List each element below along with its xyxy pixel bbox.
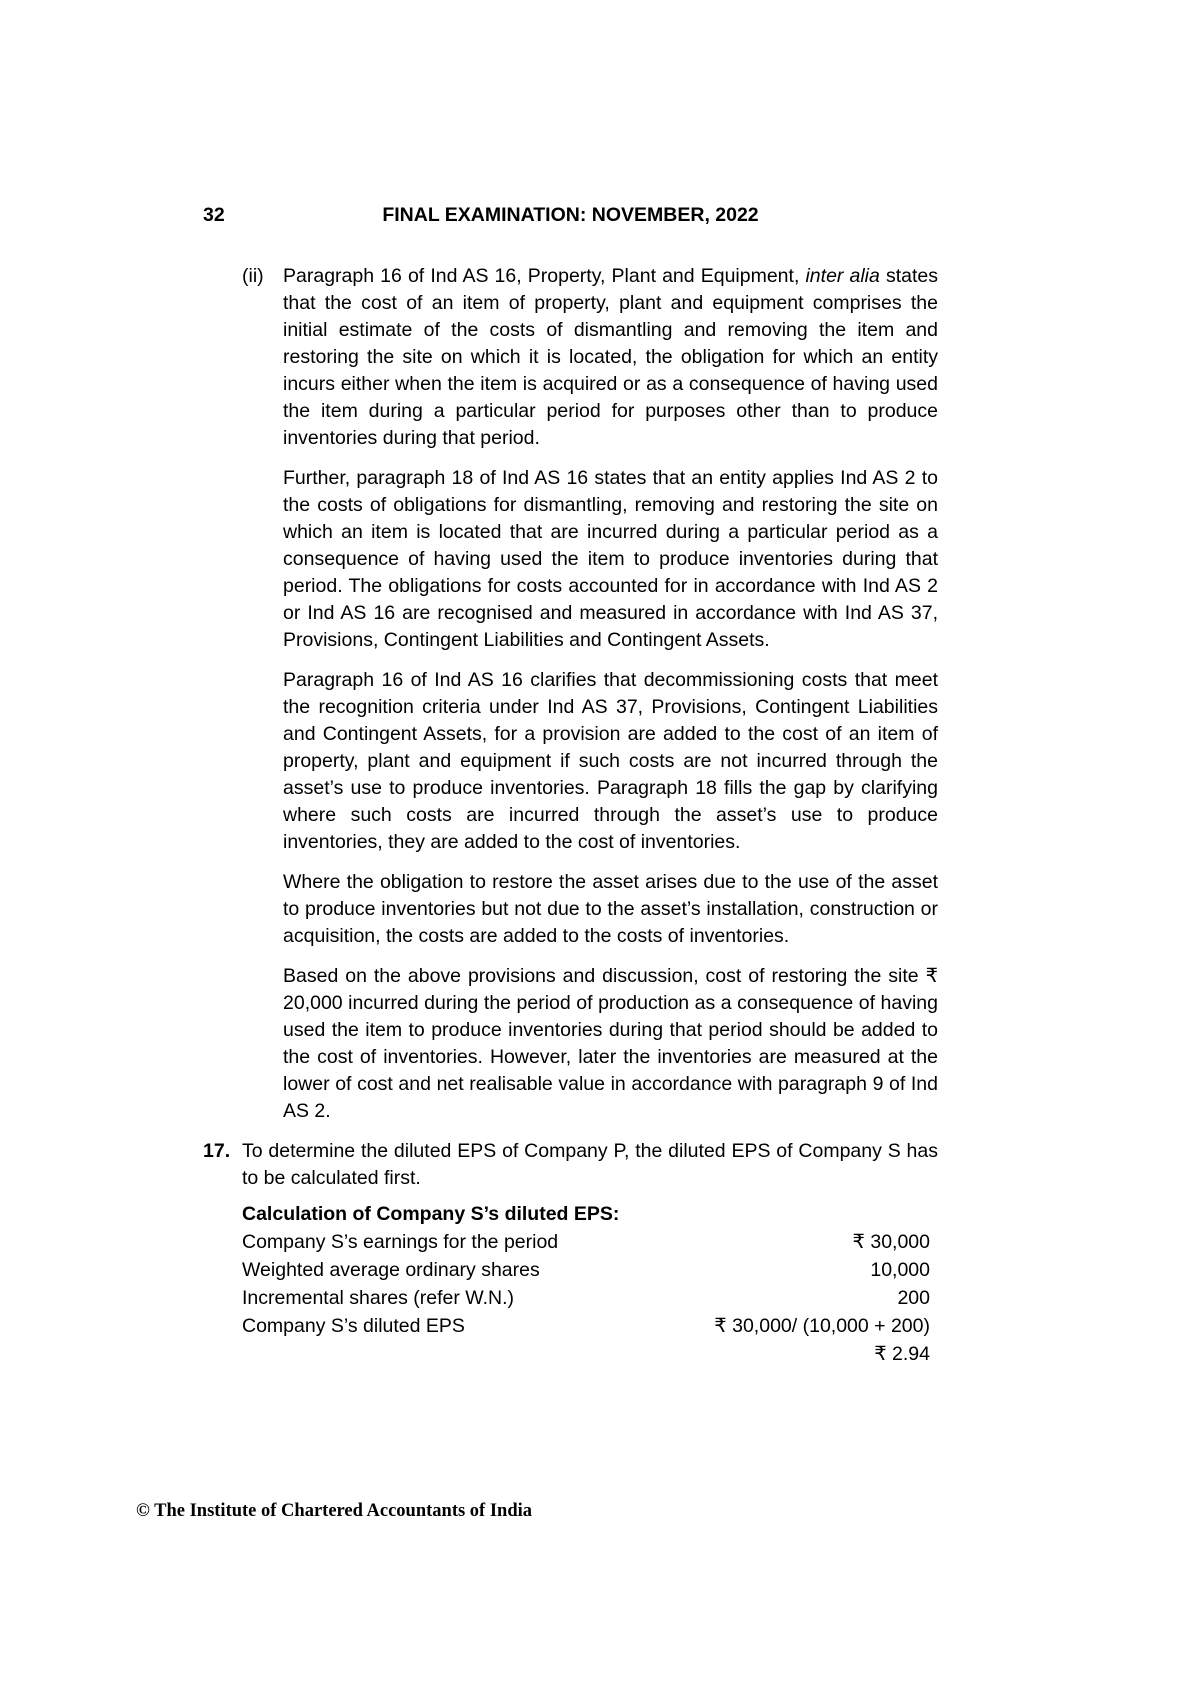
item-17-marker: 17. [203,1140,231,1162]
row-value: 10,000 [870,1259,930,1281]
table-row [242,1256,938,1284]
row-value: ₹ 30,000 [852,1231,930,1253]
row-value: ₹ 30,000/ (10,000 + 200) [714,1315,930,1337]
paragraph-4: Where the obligation to restore the asset arises due to the use of the asset to produce inventories but not due to the asset’s installation, construction or acquisition, the costs are added to the costs of inventories. [283,871,938,947]
row-label: Company S’s diluted EPS [242,1315,465,1337]
table-row [242,1284,938,1312]
paragraph-1-text-continued: states that the cost of an item of property, plant and equipment comprises the initial estimate of the costs of dismantling and removing the item and restoring the site on which it is located, the obligation for which an entity incurs either when the item is acquired or as a consequence of having used the item during a particular period for purposes other than to produce inventories during that period. [283,265,938,449]
table-row [242,1340,938,1368]
paragraph-2: Further, paragraph 18 of Ind AS 16 states that an entity applies Ind AS 2 to the costs of obligations for dismantling, removing and restoring the site on which an item is located that are incurred during a particular period as a consequence of having used the item to produce inventories during that period. The obligations for costs accounted for in accordance with Ind AS 2 or Ind AS 16 are recognised and measured in accordance with Ind AS 37, Provisions, Contingent Liabilities and Contingent Assets. [283,467,938,651]
copyright-footer: © The Institute of Chartered Accountants of India [136,1501,533,1521]
page-number: 32 [203,204,225,226]
document-body [203,263,938,1368]
row-label: Weighted average ordinary shares [242,1259,540,1281]
calculation-table [242,1228,938,1368]
paragraph-1-text: Paragraph 16 of Ind AS 16, Property, Plant and Equipment, [283,265,806,287]
item-ii-marker: (ii) [242,265,264,287]
table-row [242,1312,938,1340]
row-value: ₹ 2.94 [874,1343,930,1365]
row-label: Company S’s earnings for the period [242,1231,559,1253]
row-value: 200 [897,1287,930,1309]
answer-item-ii [203,263,938,1125]
row-label: Incremental shares (refer W.N.) [242,1287,514,1309]
page-title: FINAL EXAMINATION: NOVEMBER, 2022 [382,204,759,226]
paragraph-5: Based on the above provisions and discussion, cost of restoring the site ₹ 20,000 incurred during the period of production as a consequence of having used the item to produce inventories during that period should be added to the cost of inventories. However, later the inventories are measured at the lower of cost and net realisable value in accordance with paragraph 9 of Ind AS 2. [283,965,938,1122]
item-17-intro: To determine the diluted EPS of Company P, the diluted EPS of Company S has to be calculated first. [242,1140,938,1189]
paragraph-1-italic-phrase: inter alia [805,265,880,287]
paragraph-1 [283,263,938,452]
calculation-heading: Calculation of Company S’s diluted EPS: [242,1203,620,1225]
paragraph-3: Paragraph 16 of Ind AS 16 clarifies that decommissioning costs that meet the recognition criteria under Ind AS 37, Provisions, Contingent Liabilities and Contingent Assets, for a provision are added to the cost of an item of property, plant and equipment if such costs are not incurred through the asset’s use to produce inventories. Paragraph 18 fills the gap by clarifying where such costs are incurred through the asset’s use to produce inventories, they are added to the cost of inventories. [283,669,938,853]
table-row [242,1228,938,1256]
answer-item-17 [203,1138,938,1368]
page-header-row [203,202,938,229]
